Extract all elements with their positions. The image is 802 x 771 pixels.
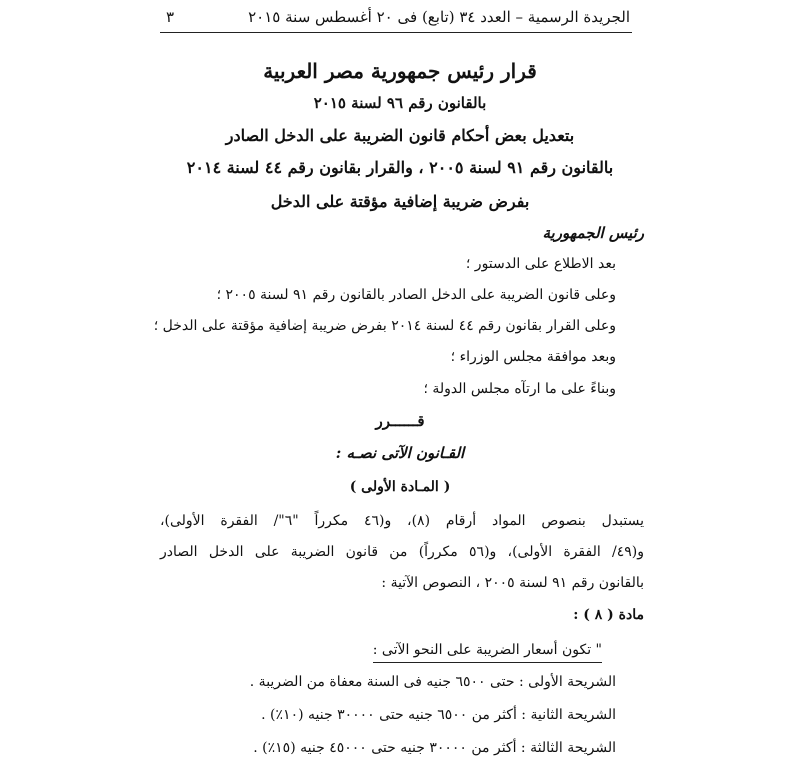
tax-rates-intro: " تكون أسعار الضريبة على النحو الآتى : xyxy=(373,639,602,663)
law-subject-line2: بالقانون رقم ٩١ لسنة ٢٠٠٥ ، والقرار بقانون رقم ٤٤ لسنة ٢٠١٤ xyxy=(186,158,614,177)
recital-constitution: بعد الاطلاع على الدستور ؛ xyxy=(465,256,616,272)
recital-additional-tax-decree: وعلى القرار بقانون رقم ٤٤ لسنة ٢٠١٤ بفرض ضريبة إضافية مؤقتة على الدخل ؛ xyxy=(153,318,616,334)
law-subject-line1: بتعديل بعض أحكام قانون الضريبة على الدخل الصادر xyxy=(225,126,575,145)
law-number: بالقانون رقم ٩٦ لسنة ٢٠١٥ xyxy=(313,94,487,112)
tax-bracket-second: الشريحة الثانية : أكثر من ٦٥٠٠ جنيه حتى ٣٠٠٠٠ جنيه (١٠٪) . xyxy=(261,707,616,723)
recital-state-council: وبناءً على ما ارتآه مجلس الدولة ؛ xyxy=(423,381,616,397)
law-subject-line3: بفرض ضريبة إضافية مؤقتة على الدخل xyxy=(270,192,530,211)
page-number: ٣ xyxy=(166,8,175,26)
running-header xyxy=(160,6,632,33)
decree-title: قرار رئيس جمهورية مصر العربية xyxy=(263,59,537,83)
article-one-heading: ( المـادة الأولى ) xyxy=(349,479,451,495)
president-label: رئيس الجمهورية xyxy=(542,224,644,242)
law-text-label: القـانون الآتى نصـه : xyxy=(335,444,465,462)
decided-heading: قــــــرر xyxy=(375,412,425,430)
tax-bracket-third: الشريحة الثالثة : أكثر من ٣٠٠٠٠ جنيه حتى ٤٥٠٠٠ جنيه (١٥٪) . xyxy=(253,740,616,756)
article-one-line-2: و(٤٩/ الفقرة الأولى)، و(٥٦ مكرراً) من قانون الضريبة على الدخل الصادر xyxy=(160,544,645,560)
article-eight-label: مادة ( ٨ ) : xyxy=(573,607,644,623)
article-one-line-1: يستبدل بنصوص المواد أرقام (٨)، و(٤٦ مكرراً "٦"/ الفقرة الأولى)، xyxy=(160,513,644,529)
recital-cabinet-approval: وبعد موافقة مجلس الوزراء ؛ xyxy=(450,349,616,365)
article-one-line-3: بالقانون رقم ٩١ لسنة ٢٠٠٥ ، النصوص الآتية : xyxy=(381,575,644,591)
tax-bracket-first: الشريحة الأولى : حتى ٦٥٠٠ جنيه فى السنة معفاة من الضريبة . xyxy=(249,674,616,690)
running-title: الجريدة الرسمية – العدد ٣٤ (تابع) فى ٢٠ أغسطس سنة ٢٠١٥ xyxy=(248,8,630,26)
recital-income-tax-law: وعلى قانون الضريبة على الدخل الصادر بالقانون رقم ٩١ لسنة ٢٠٠٥ ؛ xyxy=(216,287,616,303)
